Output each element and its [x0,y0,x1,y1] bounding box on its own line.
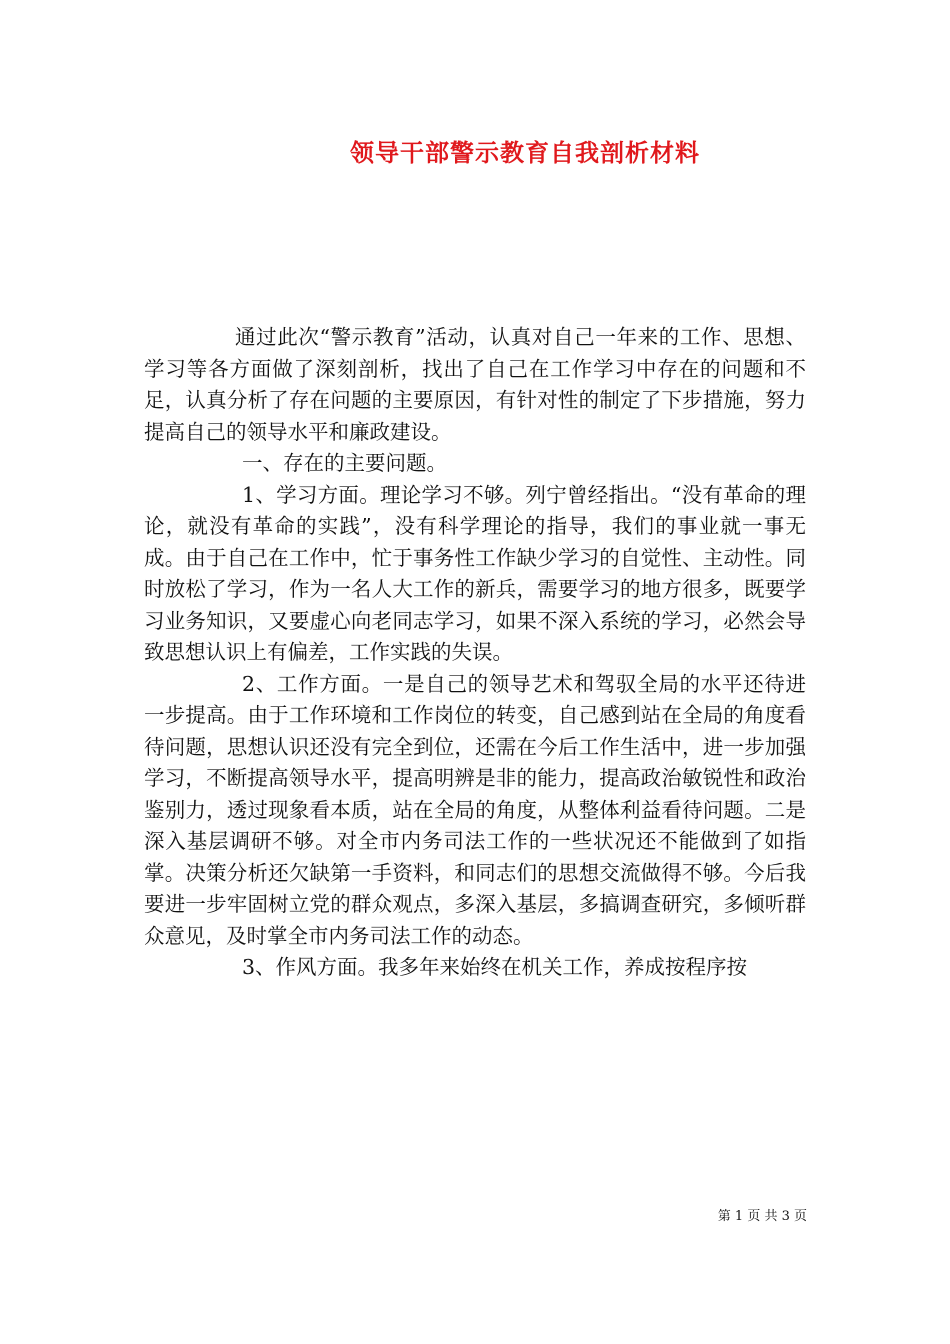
section-heading: 一、存在的主要问题。 [242,451,447,475]
document-body [144,322,806,984]
page-number-footer: 第 1 页 共 3 页 [717,1209,807,1224]
document-title: 领导干部警示教育自我剖析材料 [350,138,700,167]
study-paragraph: 1、学习方面。理论学习不够。列宁曾经指出。“没有革命的理论，就没有革命的实践”，没有科学理论的指导，我们的事业就一事无成。由于自己在工作中，忙于事务性工作缺少学习的自觉性、主动性。同时放松了学习，作为一名人大工作的新兵，需要学习的地方很多，既要学习业务知识，又要虚心向老同志学习，如果不深入系统的学习，必然会导致思想认识上有偏差，工作实践的失误。 [144,482,806,664]
style-paragraph: 3、作风方面。我多年来始终在机关工作，养成按程序按 [242,955,748,979]
intro-paragraph: 通过此次“警示教育”活动，认真对自己一年来的工作、思想、学习等各方面做了深刻剖析，找出了自己在工作学习中存在的问题和不足，认真分析了存在问题的主要原因，有针对性的制定了下步措施，努力提高自己的领导水平和廉政建设。 [144,325,806,444]
work-paragraph: 2、工作方面。一是自己的领导艺术和驾驭全局的水平还待进一步提高。由于工作环境和工作岗位的转变，自己感到站在全局的角度看待问题，思想认识还没有完全到位，还需在今后工作生活中，进一步加强学习，不断提高领导水平，提高明辨是非的能力，提高政治敏锐性和政治鉴别力，透过现象看本质，站在全局的角度，从整体利益看待问题。二是深入基层调研不够。对全市内务司法工作的一些状况还不能做到了如指掌。决策分析还欠缺第一手资料，和同志们的思想交流做得不够。今后我要进一步牢固树立党的群众观点，多深入基层，多搞调查研究，多倾听群众意见，及时掌全市内务司法工作的动态。 [144,671,806,948]
